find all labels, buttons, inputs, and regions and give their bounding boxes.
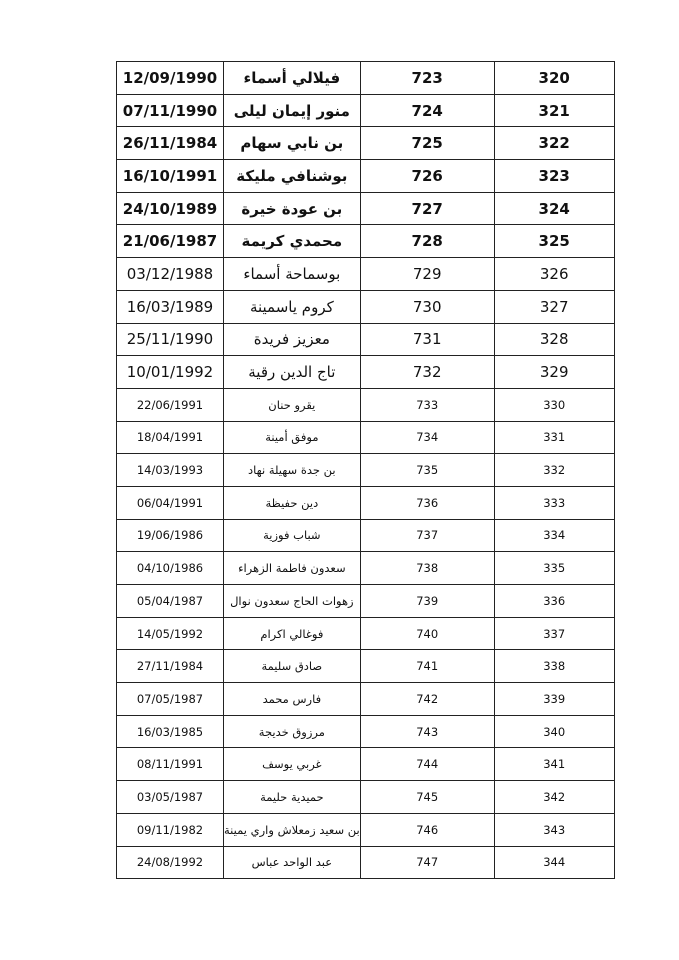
birth-date-cell: 12/09/1990 xyxy=(117,62,224,95)
code-number-cell: 735 xyxy=(360,454,494,487)
birth-date-cell: 24/08/1992 xyxy=(117,846,224,879)
row-number-cell: 326 xyxy=(494,258,614,291)
full-name-cell: فيلالي أسماء xyxy=(224,62,361,95)
table-row xyxy=(117,421,615,454)
table-row xyxy=(117,846,615,879)
row-number-cell: 344 xyxy=(494,846,614,879)
full-name-cell: بن عودة خيرة xyxy=(224,192,361,225)
code-number-cell: 743 xyxy=(360,715,494,748)
full-name-cell: بن نابي سهام xyxy=(224,127,361,160)
row-number-cell: 333 xyxy=(494,486,614,519)
birth-date-cell: 21/06/1987 xyxy=(117,225,224,258)
row-number-cell: 321 xyxy=(494,94,614,127)
records-table xyxy=(116,61,615,879)
table-row xyxy=(117,454,615,487)
table-row xyxy=(117,650,615,683)
code-number-cell: 734 xyxy=(360,421,494,454)
birth-date-cell: 07/11/1990 xyxy=(117,94,224,127)
row-number-cell: 322 xyxy=(494,127,614,160)
row-number-cell: 330 xyxy=(494,388,614,421)
table-row xyxy=(117,715,615,748)
full-name-cell: بن جدة سهيلة نهاد xyxy=(224,454,361,487)
birth-date-cell: 04/10/1986 xyxy=(117,552,224,585)
full-name-cell: بن سعيد زمعلاش واري يمينة xyxy=(224,813,361,846)
code-number-cell: 733 xyxy=(360,388,494,421)
table-row xyxy=(117,781,615,814)
birth-date-cell: 25/11/1990 xyxy=(117,323,224,356)
full-name-cell: كروم ياسمينة xyxy=(224,290,361,323)
row-number-cell: 340 xyxy=(494,715,614,748)
row-number-cell: 336 xyxy=(494,585,614,618)
code-number-cell: 739 xyxy=(360,585,494,618)
birth-date-cell: 19/06/1986 xyxy=(117,519,224,552)
full-name-cell: شباب فوزية xyxy=(224,519,361,552)
full-name-cell: منور إيمان ليلى xyxy=(224,94,361,127)
table-row xyxy=(117,617,615,650)
code-number-cell: 740 xyxy=(360,617,494,650)
row-number-cell: 324 xyxy=(494,192,614,225)
table-row xyxy=(117,94,615,127)
code-number-cell: 732 xyxy=(360,356,494,389)
row-number-cell: 341 xyxy=(494,748,614,781)
table-row xyxy=(117,323,615,356)
row-number-cell: 337 xyxy=(494,617,614,650)
code-number-cell: 737 xyxy=(360,519,494,552)
table-row xyxy=(117,290,615,323)
birth-date-cell: 10/01/1992 xyxy=(117,356,224,389)
code-number-cell: 728 xyxy=(360,225,494,258)
table-row xyxy=(117,192,615,225)
table-row xyxy=(117,160,615,193)
row-number-cell: 343 xyxy=(494,813,614,846)
row-number-cell: 323 xyxy=(494,160,614,193)
table-row xyxy=(117,127,615,160)
table-row xyxy=(117,683,615,716)
birth-date-cell: 09/11/1982 xyxy=(117,813,224,846)
full-name-cell: يقرو حنان xyxy=(224,388,361,421)
row-number-cell: 329 xyxy=(494,356,614,389)
table-row xyxy=(117,552,615,585)
birth-date-cell: 03/12/1988 xyxy=(117,258,224,291)
code-number-cell: 729 xyxy=(360,258,494,291)
code-number-cell: 736 xyxy=(360,486,494,519)
full-name-cell: بوسماحة أسماء xyxy=(224,258,361,291)
table-row xyxy=(117,388,615,421)
full-name-cell: صادق سليمة xyxy=(224,650,361,683)
row-number-cell: 339 xyxy=(494,683,614,716)
birth-date-cell: 14/05/1992 xyxy=(117,617,224,650)
code-number-cell: 745 xyxy=(360,781,494,814)
full-name-cell: فارس محمد xyxy=(224,683,361,716)
full-name-cell: تاج الدين رقية xyxy=(224,356,361,389)
birth-date-cell: 26/11/1984 xyxy=(117,127,224,160)
row-number-cell: 320 xyxy=(494,62,614,95)
code-number-cell: 731 xyxy=(360,323,494,356)
birth-date-cell: 16/03/1985 xyxy=(117,715,224,748)
row-number-cell: 328 xyxy=(494,323,614,356)
full-name-cell: مرزوق خديجة xyxy=(224,715,361,748)
birth-date-cell: 07/05/1987 xyxy=(117,683,224,716)
row-number-cell: 342 xyxy=(494,781,614,814)
table-row xyxy=(117,225,615,258)
birth-date-cell: 16/10/1991 xyxy=(117,160,224,193)
code-number-cell: 730 xyxy=(360,290,494,323)
row-number-cell: 334 xyxy=(494,519,614,552)
birth-date-cell: 18/04/1991 xyxy=(117,421,224,454)
table-row xyxy=(117,519,615,552)
full-name-cell: زهوات الحاج سعدون نوال xyxy=(224,585,361,618)
code-number-cell: 727 xyxy=(360,192,494,225)
code-number-cell: 741 xyxy=(360,650,494,683)
full-name-cell: حميدية حليمة xyxy=(224,781,361,814)
birth-date-cell: 16/03/1989 xyxy=(117,290,224,323)
table-row xyxy=(117,62,615,95)
code-number-cell: 744 xyxy=(360,748,494,781)
code-number-cell: 746 xyxy=(360,813,494,846)
table-row xyxy=(117,486,615,519)
birth-date-cell: 27/11/1984 xyxy=(117,650,224,683)
code-number-cell: 724 xyxy=(360,94,494,127)
full-name-cell: عبد الواحد عباس xyxy=(224,846,361,879)
code-number-cell: 742 xyxy=(360,683,494,716)
row-number-cell: 331 xyxy=(494,421,614,454)
records-table-body xyxy=(117,62,615,879)
table-row xyxy=(117,748,615,781)
full-name-cell: سعدون فاطمة الزهراء xyxy=(224,552,361,585)
table-row xyxy=(117,585,615,618)
birth-date-cell: 24/10/1989 xyxy=(117,192,224,225)
code-number-cell: 747 xyxy=(360,846,494,879)
full-name-cell: موفق أمينة xyxy=(224,421,361,454)
birth-date-cell: 06/04/1991 xyxy=(117,486,224,519)
row-number-cell: 338 xyxy=(494,650,614,683)
code-number-cell: 738 xyxy=(360,552,494,585)
birth-date-cell: 03/05/1987 xyxy=(117,781,224,814)
row-number-cell: 332 xyxy=(494,454,614,487)
full-name-cell: دين حفيظة xyxy=(224,486,361,519)
row-number-cell: 325 xyxy=(494,225,614,258)
row-number-cell: 327 xyxy=(494,290,614,323)
full-name-cell: معزيز فريدة xyxy=(224,323,361,356)
full-name-cell: محمدي كريمة xyxy=(224,225,361,258)
table-row xyxy=(117,356,615,389)
table-row xyxy=(117,258,615,291)
birth-date-cell: 05/04/1987 xyxy=(117,585,224,618)
full-name-cell: فوغالي اكرام xyxy=(224,617,361,650)
full-name-cell: غربي يوسف xyxy=(224,748,361,781)
full-name-cell: بوشنافي مليكة xyxy=(224,160,361,193)
birth-date-cell: 22/06/1991 xyxy=(117,388,224,421)
birth-date-cell: 08/11/1991 xyxy=(117,748,224,781)
code-number-cell: 725 xyxy=(360,127,494,160)
row-number-cell: 335 xyxy=(494,552,614,585)
table-row xyxy=(117,813,615,846)
birth-date-cell: 14/03/1993 xyxy=(117,454,224,487)
code-number-cell: 723 xyxy=(360,62,494,95)
code-number-cell: 726 xyxy=(360,160,494,193)
